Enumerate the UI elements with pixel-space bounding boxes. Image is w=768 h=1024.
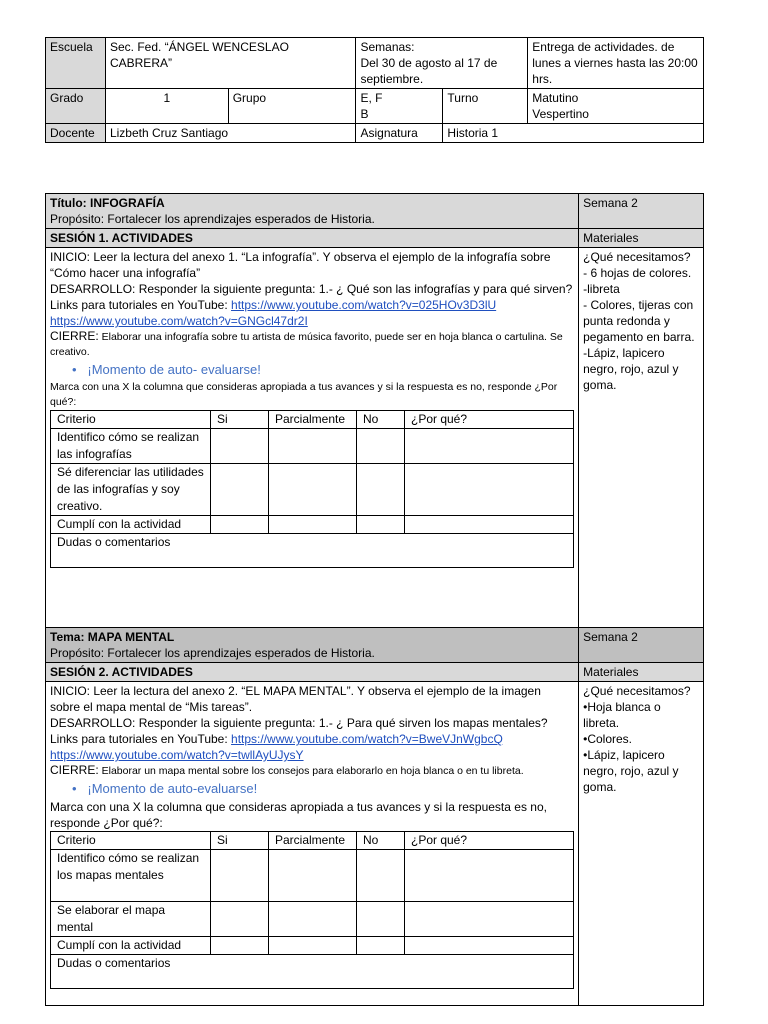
s1-eval-cell[interactable]	[211, 429, 269, 464]
s1-momento: • ¡Momento de auto- evaluarse!	[72, 362, 261, 377]
s1-content	[46, 248, 579, 628]
s1-cierre-label: CIERRE:	[50, 329, 99, 343]
s2-momento-text: ¡Momento de auto-evaluarse!	[87, 781, 258, 796]
s1-eval-cell[interactable]	[357, 464, 405, 516]
s2-desarrollo: DESARROLLO: Responder la siguiente pregunta: 1.- ¿ Para qué sirven los mapas mentales?	[50, 716, 548, 730]
s2-eval-cell[interactable]	[405, 902, 574, 937]
escuela-value: Sec. Fed. “ÁNGEL WENCESLAO CABRERA”	[105, 38, 356, 89]
s2-cierre-label: CIERRE:	[50, 763, 99, 777]
escuela-label: Escuela	[46, 38, 106, 89]
s1-eval-header: Parcialmente	[269, 411, 357, 429]
s2-eval-cell[interactable]	[269, 937, 357, 955]
s1-material-item: ¿Qué necesitamos?	[583, 250, 691, 264]
s2-eval-criterion: Identifico cómo se realizan los mapas mentales	[51, 850, 211, 902]
s1-material-item: -libreta	[583, 282, 620, 296]
s1-eval-criterion: Cumplí con la actividad	[51, 516, 211, 534]
turno-value	[528, 89, 704, 124]
s2-eval-cell[interactable]	[357, 850, 405, 902]
s2-cierre: Elaborar un mapa mental sobre los consejos para elaborarlo en hoja blanca o en tu libreta.	[101, 765, 524, 777]
s2-marca: Marca con una X la columna que consideras apropiada a tus avances y si la respuesta es no, responde ¿Por qué?:	[50, 800, 547, 830]
turno-label: Turno	[443, 89, 528, 124]
asignatura-label: Asignatura	[356, 124, 443, 143]
s2-eval-table	[50, 831, 574, 989]
s2-eval-header: ¿Por qué?	[405, 832, 574, 850]
s1-materiales-label: Materiales	[579, 229, 704, 248]
header-table	[45, 37, 704, 143]
s1-materiales	[579, 248, 704, 628]
s1-eval-comments[interactable]: Dudas o comentarios	[51, 534, 574, 568]
grupo-value-1: E, F	[360, 91, 383, 105]
s1-cierre: Elaborar una infografía sobre tu artista de música favorito, puede ser en hoja blanca o cartulina. Se creativo.	[50, 331, 563, 358]
s1-eval-criterion: Sé diferenciar las utilidades de las infografías y soy creativo.	[51, 464, 211, 516]
s2-eval-cell[interactable]	[269, 850, 357, 902]
s1-eval-header: Criterio	[51, 411, 211, 429]
semanas-value: Del 30 de agosto al 17 de septiembre.	[360, 56, 498, 86]
s1-marca: Marca con una X la columna que consideras apropiada a tus avances y si la respuesta es no, responde ¿Por qué?:	[50, 381, 558, 408]
s2-eval-cell[interactable]	[211, 902, 269, 937]
s2-material-item: •Lápiz, lapicero negro, rojo, azul y goma.	[583, 748, 679, 794]
s1-eval-cell[interactable]	[357, 429, 405, 464]
s1-desarrollo: DESARROLLO: Responder la siguiente pregunta: 1.- ¿ Qué son las infografías y para qué sirven?	[50, 282, 573, 296]
s1-material-item: - 6 hojas de colores.	[583, 266, 692, 280]
s1-eval-cell[interactable]	[405, 516, 574, 534]
semanas-label: Semanas:	[360, 40, 415, 54]
s2-eval-criterion: Se elaborar el mapa mental	[51, 902, 211, 937]
s2-material-item: •Hoja blanca o libreta.	[583, 700, 661, 730]
s2-link-1[interactable]: https://www.youtube.com/watch?v=BweVJnWgbcQ	[231, 732, 503, 746]
s1-eval-criterion: Identifico cómo se realizan las infografías	[51, 429, 211, 464]
grupo-value	[356, 89, 443, 124]
s2-tema: Tema: MAPA MENTAL	[50, 630, 175, 644]
s1-sesion: SESIÓN 1. ACTIVIDADES	[46, 229, 579, 248]
s2-link-2[interactable]: https://www.youtube.com/watch?v=twllAyUJysY	[50, 748, 304, 762]
s1-eval-cell[interactable]	[269, 516, 357, 534]
turno-value-2: Vespertino	[532, 107, 589, 121]
s1-material-item: -Lápiz, lapicero negro, rojo, azul y goma.	[583, 346, 679, 392]
s2-title-cell	[46, 628, 579, 663]
turno-value-1: Matutino	[532, 91, 579, 105]
s2-eval-cell[interactable]	[357, 937, 405, 955]
s1-material-item: - Colores, tijeras con punta redonda y pegamento en barra.	[583, 298, 695, 344]
docente-label: Docente	[46, 124, 106, 143]
s1-eval-cell[interactable]	[405, 464, 574, 516]
s1-link-1[interactable]: https://www.youtube.com/watch?v=025HOv3D3lU	[231, 298, 497, 312]
asignatura-value: Historia 1	[443, 124, 704, 143]
grado-value: 1	[105, 89, 228, 124]
s1-eval-header: No	[357, 411, 405, 429]
s2-eval-comments[interactable]: Dudas o comentarios	[51, 955, 574, 989]
s2-material-item: ¿Qué necesitamos?	[583, 684, 691, 698]
s1-eval-header: Si	[211, 411, 269, 429]
s2-links-label: Links para tutoriales en YouTube:	[50, 732, 228, 746]
s1-eval-cell[interactable]	[405, 429, 574, 464]
s2-eval-header: Parcialmente	[269, 832, 357, 850]
s2-eval-cell[interactable]	[269, 902, 357, 937]
s1-momento-text: ¡Momento de auto- evaluarse!	[87, 362, 261, 377]
s2-inicio: INICIO: Leer la lectura del anexo 2. “EL MAPA MENTAL”. Y observa el ejemplo de la imagen sobre el mapa mental de “Mis tareas”.	[50, 684, 541, 714]
s2-eval-cell[interactable]	[211, 850, 269, 902]
s2-eval-cell[interactable]	[211, 937, 269, 955]
s2-eval-criterion: Cumplí con la actividad	[51, 937, 211, 955]
s1-links-label: Links para tutoriales en YouTube:	[50, 298, 228, 312]
s2-sesion: SESIÓN 2. ACTIVIDADES	[46, 663, 579, 682]
s1-eval-cell[interactable]	[269, 429, 357, 464]
s2-materiales-label: Materiales	[579, 663, 704, 682]
s1-titulo: Título: INFOGRAFÍA	[50, 196, 165, 210]
s1-proposito: Propósito: Fortalecer los aprendizajes esperados de Historia.	[50, 212, 375, 226]
s2-eval-header: Si	[211, 832, 269, 850]
s1-eval-cell[interactable]	[269, 464, 357, 516]
s2-materiales	[579, 682, 704, 1006]
s2-content	[46, 682, 579, 1006]
s2-momento: • ¡Momento de auto-evaluarse!	[72, 781, 258, 796]
s1-title-cell	[46, 194, 579, 229]
grado-label: Grado	[46, 89, 106, 124]
s1-inicio: INICIO: Leer la lectura del anexo 1. “La infografía”. Y observa el ejemplo de la infografía sobre “Cómo hacer una infografía”	[50, 250, 551, 280]
s1-eval-header: ¿Por qué?	[405, 411, 574, 429]
s1-semana: Semana 2	[579, 194, 704, 229]
s1-eval-table	[50, 410, 574, 568]
s1-eval-cell[interactable]	[357, 516, 405, 534]
s2-eval-cell[interactable]	[357, 902, 405, 937]
semanas-cell	[356, 38, 528, 89]
session1-table	[45, 193, 704, 1006]
grupo-label: Grupo	[228, 89, 356, 124]
docente-value: Lizbeth Cruz Santiago	[105, 124, 356, 143]
s1-eval-cell[interactable]	[211, 464, 269, 516]
s2-material-item: •Colores.	[583, 732, 633, 746]
s2-semana: Semana 2	[579, 628, 704, 663]
s1-eval-cell[interactable]	[211, 516, 269, 534]
entrega-cell: Entrega de actividades. de lunes a viernes hasta las 20:00 hrs.	[528, 38, 704, 89]
grupo-value-2: B	[360, 107, 369, 121]
s2-eval-cell[interactable]	[405, 937, 574, 955]
s2-proposito: Propósito: Fortalecer los aprendizajes esperados de Historia.	[50, 646, 375, 660]
s2-eval-cell[interactable]	[405, 850, 574, 902]
s1-link-2[interactable]: https://www.youtube.com/watch?v=GNGcl47dr2I	[50, 314, 308, 328]
s2-eval-header: No	[357, 832, 405, 850]
s2-eval-header: Criterio	[51, 832, 211, 850]
